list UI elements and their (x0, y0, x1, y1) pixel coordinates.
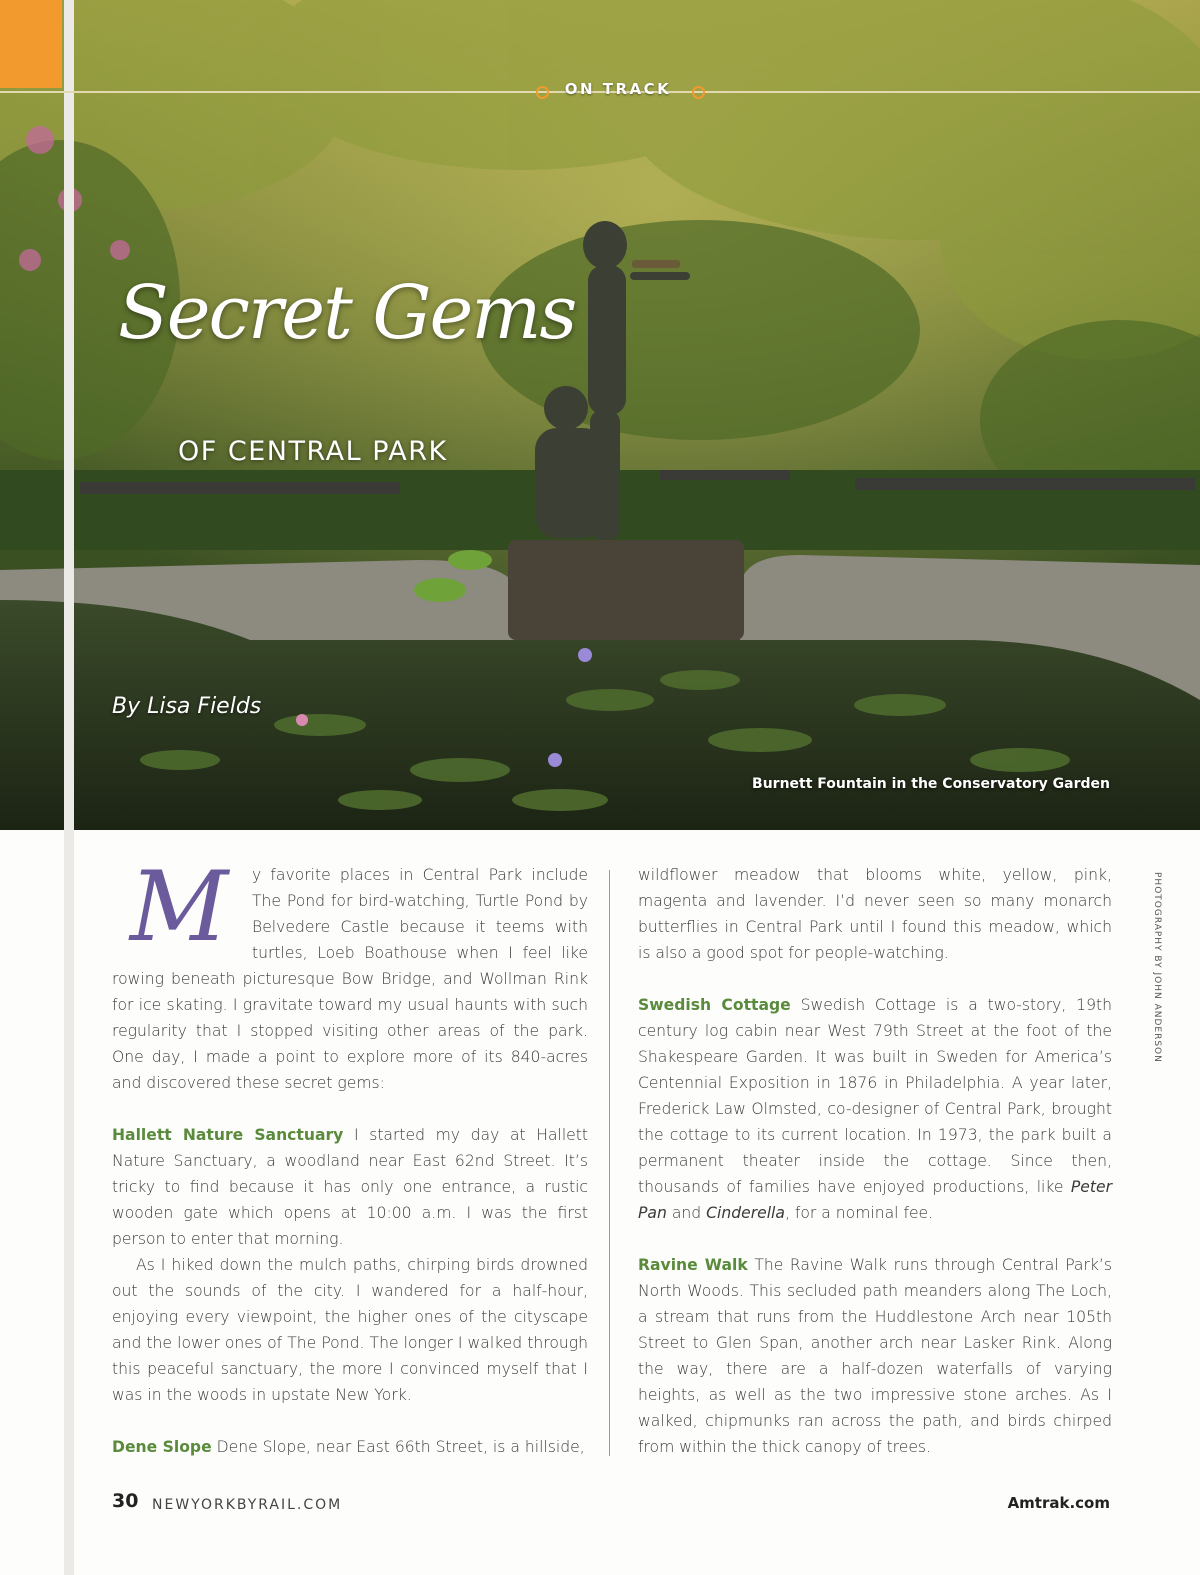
dene-paragraph-start (112, 1434, 588, 1460)
rule-dot-right (692, 86, 705, 99)
article-title: Secret Gems (118, 270, 576, 356)
text-column-left (112, 851, 588, 1460)
swedish-paragraph (638, 992, 1112, 1226)
photo-credit: PHOTOGRAPHY BY JOHN ANDERSON (1152, 872, 1162, 1063)
column-divider (609, 870, 610, 1456)
photo-caption: Burnett Fountain in the Conservatory Garden (752, 776, 1110, 792)
footer-brand: Amtrak.com (1007, 1494, 1110, 1512)
title-cinderella: Cinderella (706, 1204, 785, 1222)
hallett-paragraph-1 (112, 1122, 588, 1252)
dene-text-1: Dene Slope, near East 66th Street, is a hillside, (216, 1438, 585, 1456)
section-color-tab (0, 0, 62, 88)
page-number: 30 (112, 1490, 139, 1512)
hallett-heading: Hallett Nature Sanctuary (112, 1126, 344, 1144)
dene-paragraph-continued: wildflower meadow that blooms white, yellow, pink, magenta and lavender. I’d never seen so many monarch butterflies in Central Park until I found this meadow, which is also a good spot for people-watching. (638, 866, 1112, 962)
ravine-paragraph (638, 1252, 1112, 1460)
swedish-text-end: , for a nominal fee. (784, 1204, 934, 1222)
intro-text: y favorite places in Central Park include The Pond for bird-watching, Turtle Pond by Belvedere Castle because it teems with turtles, Loeb Boathouse when I feel like rowing beneath picturesque Bow Bridge, and Wollman Rink for ice skating. I gravitate toward my usual haunts with such regularity that I stopped visiting other areas of the park. One day, I made a point to explore more of its 840-acres and discovered these secret gems: (112, 866, 588, 1092)
hallett-text-1: I started my day at Hallett Nature Sanctuary, a woodland near East 62nd Street. It’s tricky to find because it has only one entrance, a rustic wooden gate which opens at 10:00 a.m. I was the first person to enter that morning. (112, 1126, 588, 1248)
swedish-and: and (671, 1204, 702, 1222)
hallett-paragraph-2: As I hiked down the mulch paths, chirping birds drowned out the sounds of the city. I wandered for a half-hour, enjoying every viewpoint, the higher ones of the cityscape and the lower ones of The Pond. The longer I walked through this peaceful sanctuary, the more I convinced myself that I was in the woods in upstate New York. (112, 1256, 588, 1404)
swedish-heading: Swedish Cottage (638, 996, 791, 1014)
intro-paragraph (112, 851, 588, 1096)
drop-cap: M (129, 851, 229, 963)
title-peter-pan: Peter Pan (638, 1178, 1112, 1222)
swedish-text: Swedish Cottage is a two-story, 19th century log cabin near West 79th Street at the foot of the Shakespeare Garden. It was built in Sweden for America’s Centennial Exposition in 1876 in Philadelphia. A year later, Frederick Law Olmsted, co-designer of Central Park, brought the cottage to its current location. In 1973, the park built a permanent theater inside the cottage. Since then, thousands of families have enjoyed productions, like (638, 996, 1112, 1196)
dene-heading: Dene Slope (112, 1438, 212, 1456)
ravine-text: The Ravine Walk runs through Central Park’s North Woods. This secluded path meanders along The Loch, a stream that runs from the Huddlestone Arch near 105th Street to Glen Span, another arch near Lasker Rink. Along the way, there are a half-dozen waterfalls of varying heights, as well as the two impressive stone arches. As I walked, chipmunks ran across the path, and birds chirped from within the thick canopy of trees. (638, 1256, 1112, 1456)
page-spine (64, 0, 74, 1575)
text-column-right (638, 862, 1112, 1460)
ravine-heading: Ravine Walk (638, 1256, 748, 1274)
footer-site: NEWYORKBYRAIL.COM (152, 1497, 343, 1513)
article-subtitle: OF CENTRAL PARK (178, 436, 448, 467)
section-label: ON TRACK (564, 80, 672, 98)
byline: By Lisa Fields (112, 694, 262, 719)
